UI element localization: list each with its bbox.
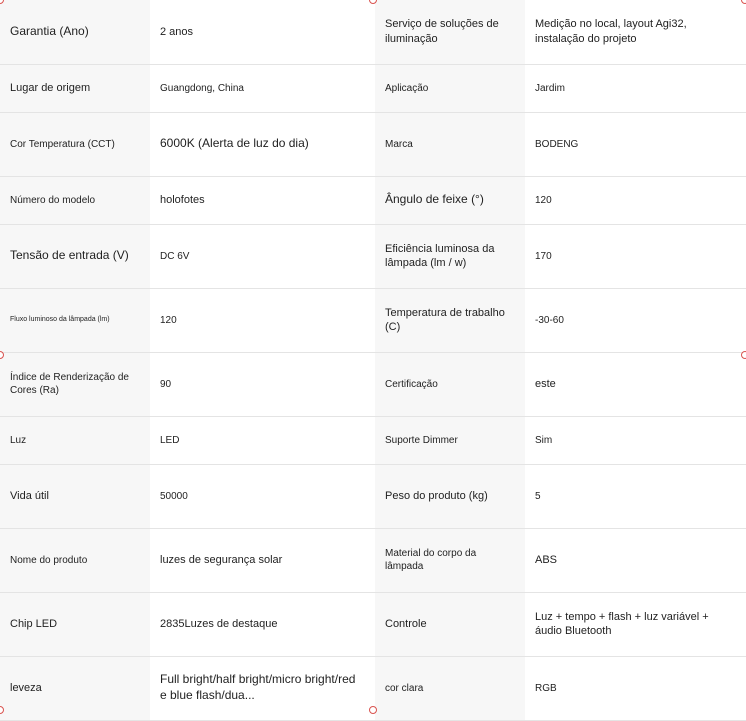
spec-label: Lugar de origem: [0, 64, 150, 112]
spec-value: BODENG: [525, 112, 746, 176]
spec-value: DC 6V: [150, 224, 375, 288]
selection-handle[interactable]: [741, 351, 746, 359]
spec-label: Nome do produto: [0, 528, 150, 592]
spec-value: LED: [150, 416, 375, 464]
spec-label: Luz: [0, 416, 150, 464]
spec-value: Medição no local, layout Agi32, instalação do projeto: [525, 0, 746, 64]
spec-label: Certificação: [375, 352, 525, 416]
spec-value: 120: [150, 288, 375, 352]
spec-value: 2835Luzes de destaque: [150, 592, 375, 656]
spec-value: 170: [525, 224, 746, 288]
table-row: [0, 176, 746, 224]
spec-label: Índice de Renderização de Cores (Ra): [0, 352, 150, 416]
spec-value: 5: [525, 464, 746, 528]
spec-label: Serviço de soluções de iluminação: [375, 0, 525, 64]
spec-value: 120: [525, 176, 746, 224]
spec-value: -30-60: [525, 288, 746, 352]
spec-label: Controle: [375, 592, 525, 656]
table-row: [0, 224, 746, 288]
spec-label: Marca: [375, 112, 525, 176]
spec-value: 50000: [150, 464, 375, 528]
spec-label: Material do corpo da lâmpada: [375, 528, 525, 592]
selection-handle[interactable]: [369, 706, 377, 714]
spec-label: Vida útil: [0, 464, 150, 528]
spec-label: Garantia (Ano): [0, 0, 150, 64]
spec-label: Peso do produto (kg): [375, 464, 525, 528]
table-row: [0, 352, 746, 416]
spec-label: Temperatura de trabalho (C): [375, 288, 525, 352]
table-row: [0, 416, 746, 464]
spec-label: leveza: [0, 656, 150, 720]
spec-value: ABS: [525, 528, 746, 592]
spec-value: Sim: [525, 416, 746, 464]
spec-value: 6000K (Alerta de luz do dia): [150, 112, 375, 176]
spec-label: Tensão de entrada (V): [0, 224, 150, 288]
spec-label: Número do modelo: [0, 176, 150, 224]
spec-value: Guangdong, China: [150, 64, 375, 112]
table-row: [0, 464, 746, 528]
spec-label: Fluxo luminoso da lâmpada (lm): [0, 288, 150, 352]
spec-label: Aplicação: [375, 64, 525, 112]
spec-value: Full bright/half bright/micro bright/red e blue flash/dua...: [150, 656, 375, 720]
table-row: [0, 288, 746, 352]
spec-label: Ângulo de feixe (°): [375, 176, 525, 224]
spec-label: cor clara: [375, 656, 525, 720]
spec-value: Jardim: [525, 64, 746, 112]
table-row: [0, 112, 746, 176]
spec-value: luzes de segurança solar: [150, 528, 375, 592]
spec-value: 90: [150, 352, 375, 416]
spec-label: Eficiência luminosa da lâmpada (lm / w): [375, 224, 525, 288]
spec-value: 2 anos: [150, 0, 375, 64]
spec-label: Cor Temperatura (CCT): [0, 112, 150, 176]
spec-label: Suporte Dimmer: [375, 416, 525, 464]
table-row: [0, 528, 746, 592]
spec-value: Luz + tempo + flash + luz variável + áudio Bluetooth: [525, 592, 746, 656]
table-row: [0, 592, 746, 656]
spec-label: Chip LED: [0, 592, 150, 656]
table-row: [0, 64, 746, 112]
spec-value: holofotes: [150, 176, 375, 224]
spec-value: RGB: [525, 656, 746, 720]
table-row: [0, 0, 746, 64]
spec-value: este: [525, 352, 746, 416]
